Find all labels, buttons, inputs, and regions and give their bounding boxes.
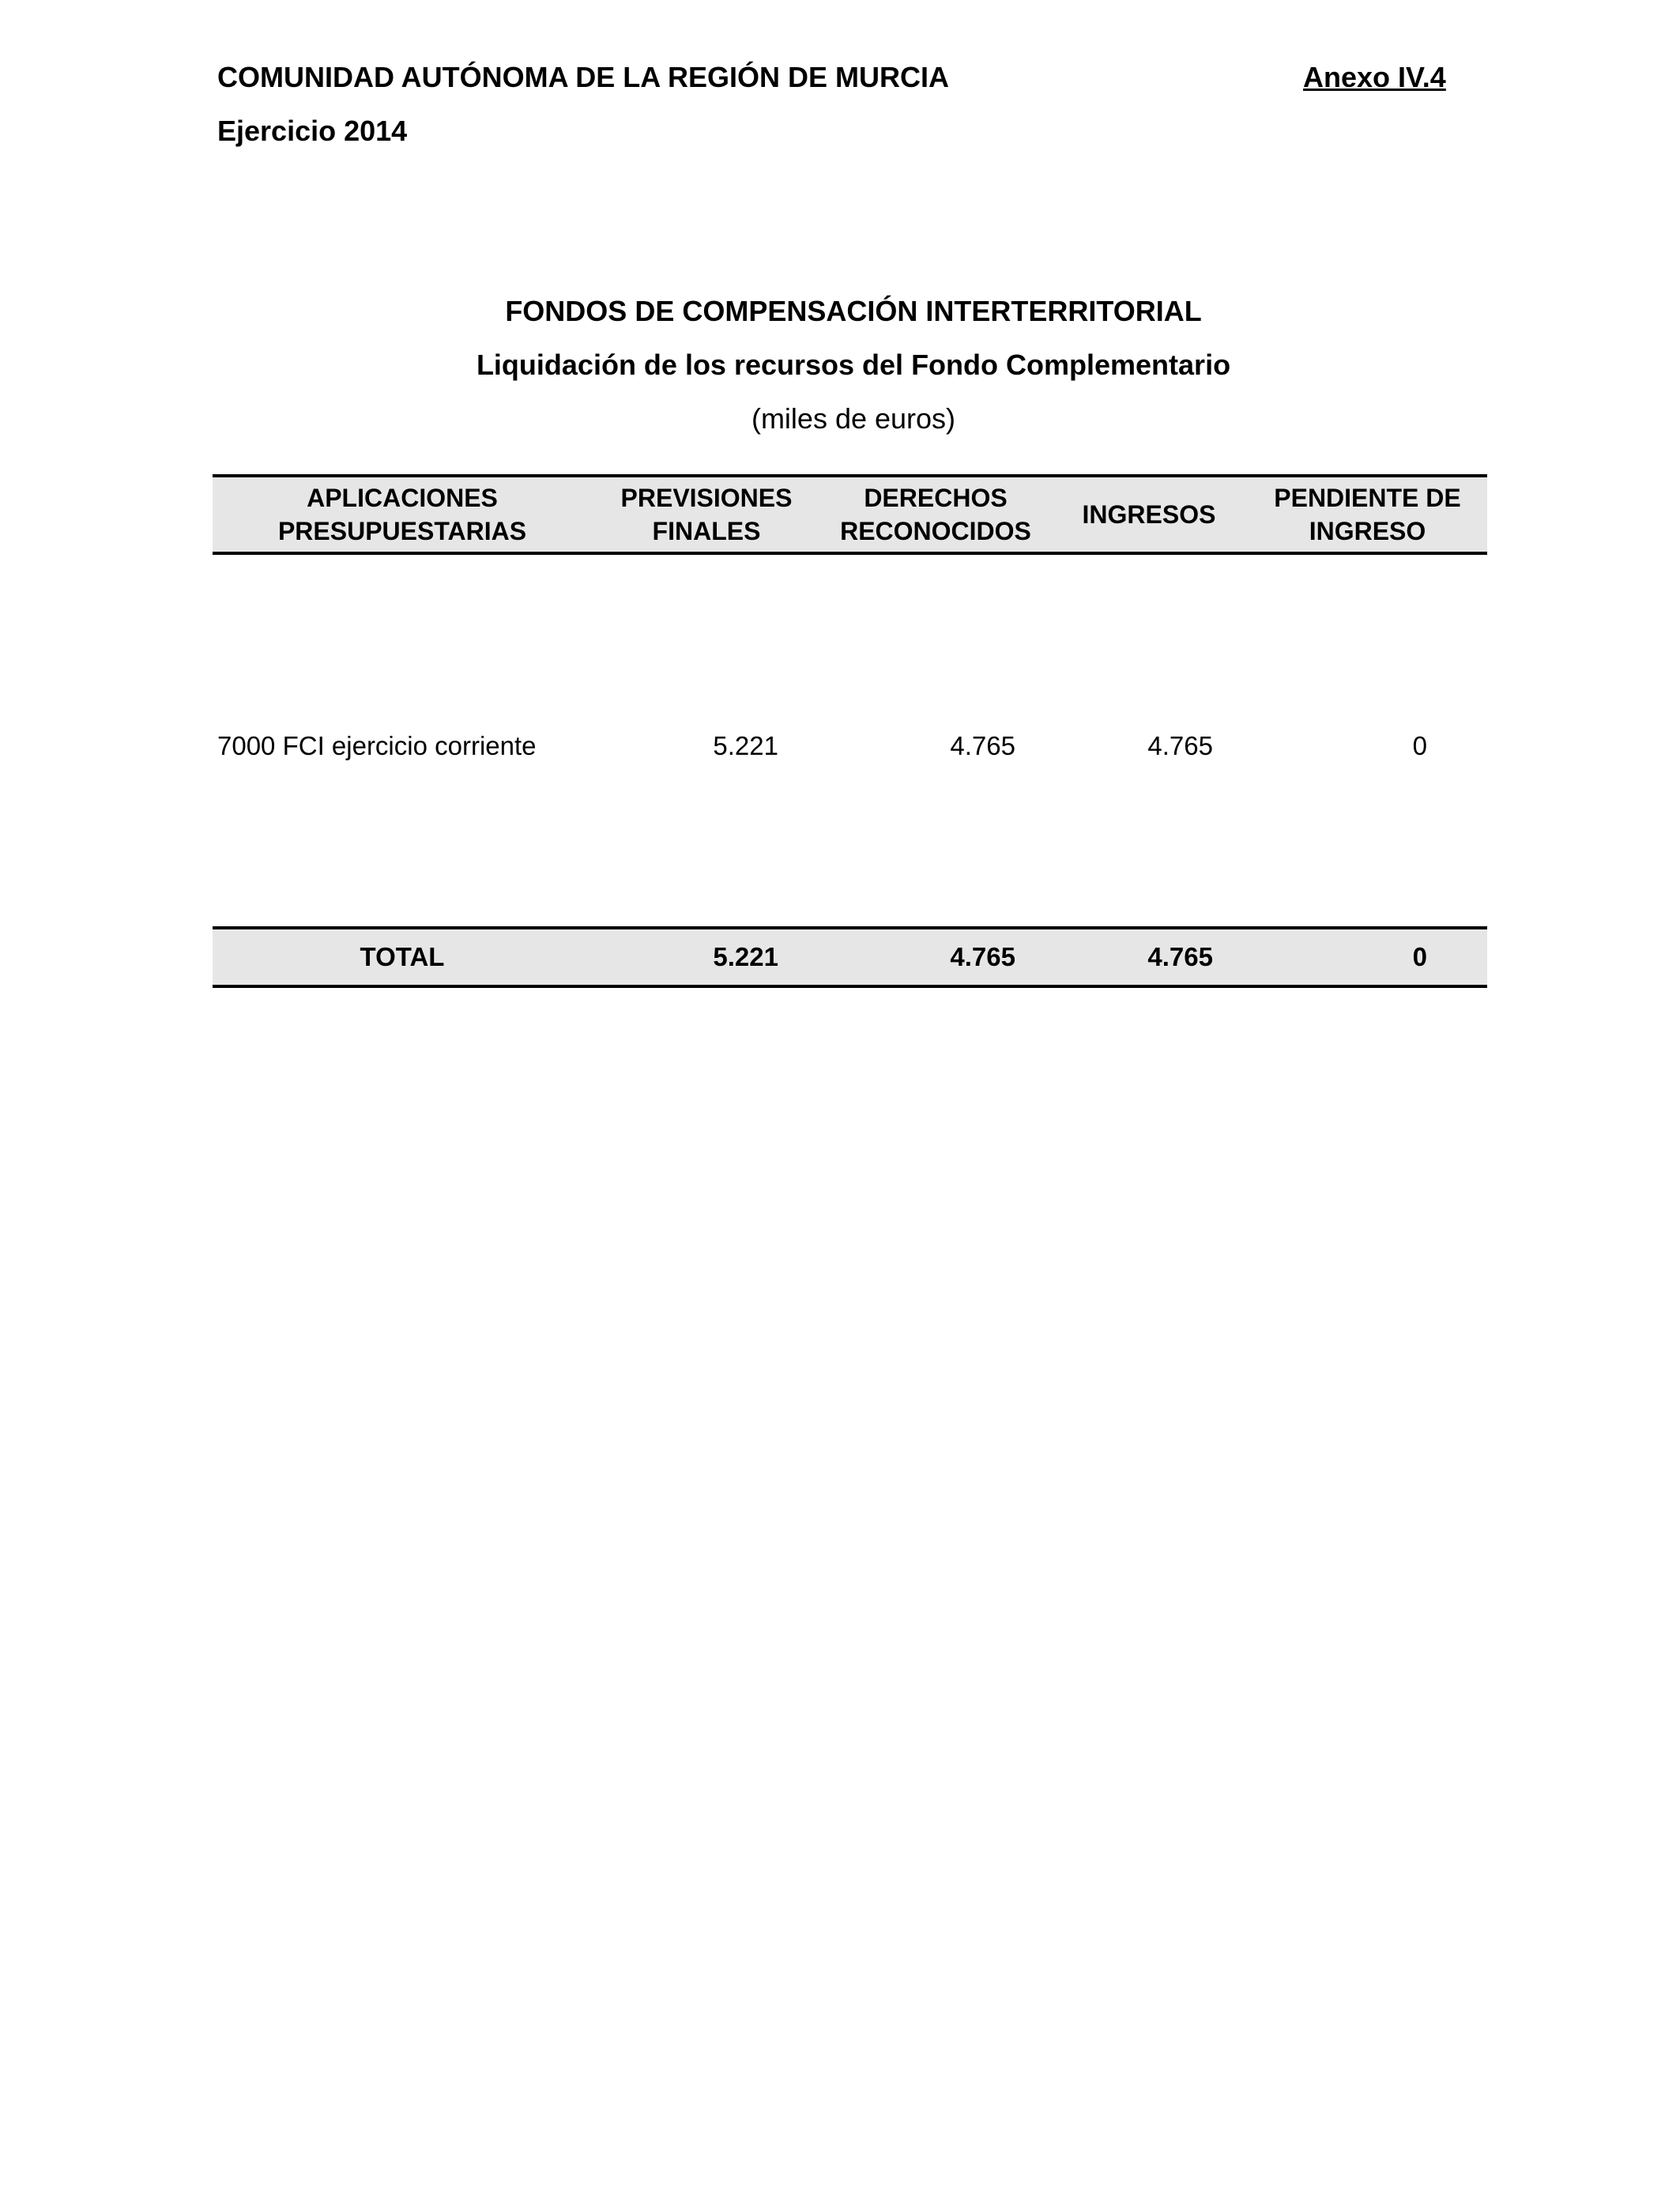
table-header-row [213,474,1487,555]
units-label: (miles de euros) [751,402,956,435]
main-title: FONDOS DE COMPENSACIÓN INTERTERRITORIAL [505,295,1202,327]
table-spacer [213,779,1487,926]
table-spacer [213,555,1487,713]
col-header-previsiones: PREVISIONES FINALES [620,484,793,545]
document-titles [0,292,1680,438]
col-header-ingresos: INGRESOS [1082,500,1216,529]
total-derechos: 4.765 [950,942,1015,971]
row-label: 7000 FCI ejercicio corriente [217,731,537,760]
total-previsiones: 5.221 [713,942,778,971]
row-ingresos: 4.765 [1147,731,1213,760]
annex-label: Anexo IV.4 [1303,61,1446,93]
total-ingresos: 4.765 [1147,942,1213,971]
total-pendiente: 0 [1412,942,1427,971]
table-row [213,713,1487,779]
document-header [217,58,949,150]
col-header-pendiente: PENDIENTE DE INGRESO [1274,484,1461,545]
liquidation-table [213,474,1487,988]
fiscal-year: Ejercicio 2014 [217,115,408,147]
row-pendiente: 0 [1412,731,1427,760]
total-label: TOTAL [360,942,445,971]
table-total-row [213,926,1487,988]
organization-name: COMUNIDAD AUTÓNOMA DE LA REGIÓN DE MURCIA [217,61,949,93]
subtitle: Liquidación de los recursos del Fondo Complementario [476,349,1231,381]
col-header-aplicaciones: APLICACIONES PRESUPUESTARIAS [277,484,527,545]
row-previsiones: 5.221 [713,731,778,760]
row-derechos: 4.765 [950,731,1015,760]
col-header-derechos: DERECHOS RECONOCIDOS [840,484,1031,545]
